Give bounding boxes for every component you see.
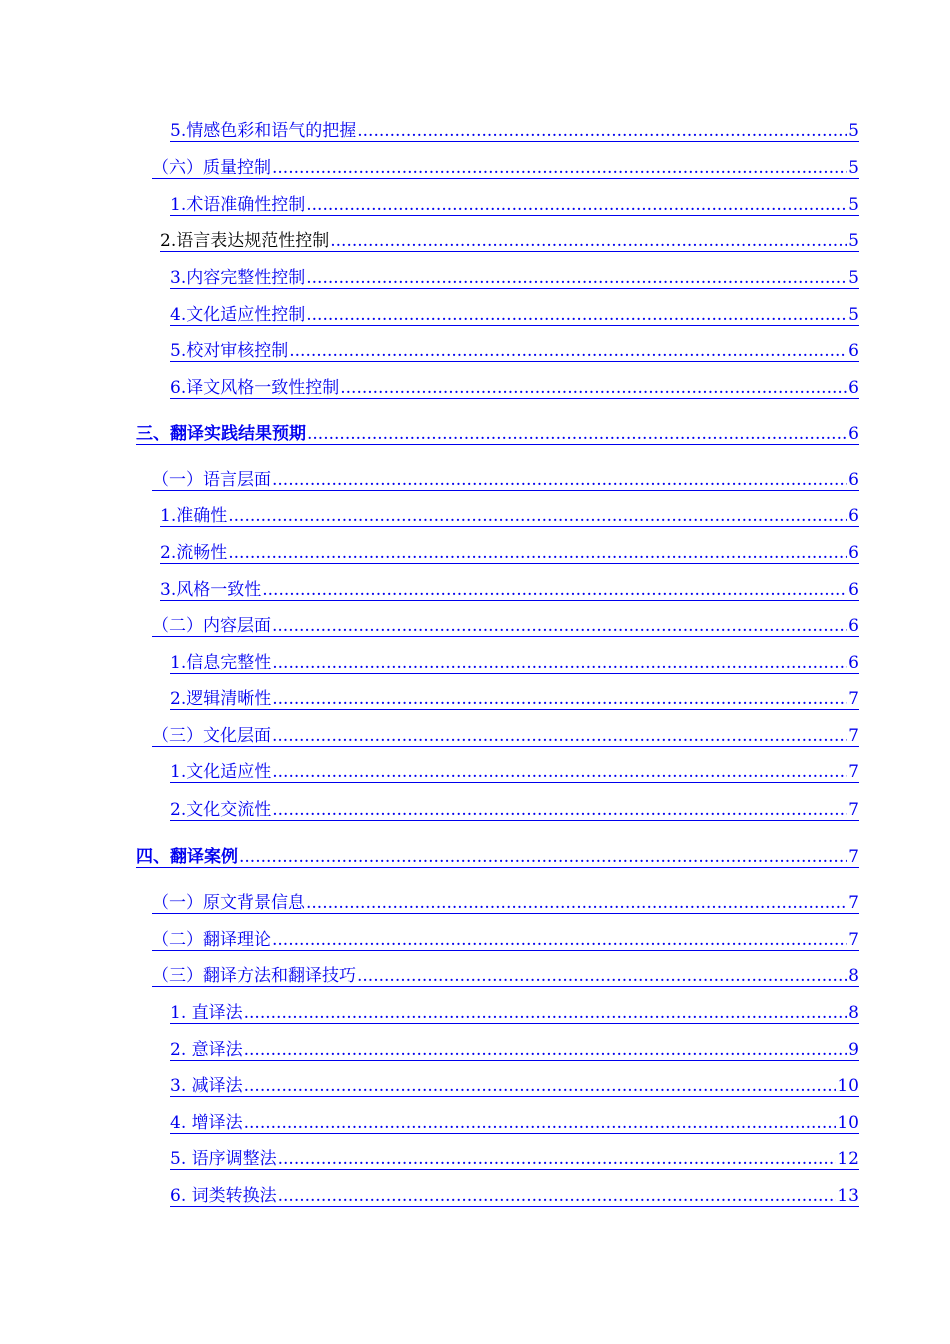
toc-entry[interactable] [160,537,859,564]
toc-entry[interactable] [160,225,859,252]
toc-leader [272,616,847,636]
toc-entry-page: 6 [848,616,859,636]
toc-leader [357,966,847,986]
toc-entry[interactable] [170,1143,859,1170]
toc-entry-page: 10 [837,1113,859,1133]
toc-leader [272,930,847,950]
toc-leader [278,1186,837,1206]
toc-entry-page: 6 [848,378,859,398]
toc-leader [228,506,847,526]
toc-section-heading[interactable] [136,418,859,445]
toc-leader [244,1113,837,1133]
toc-entry-title: 1.术语准确性控制 [170,195,306,215]
toc-leader [340,378,847,398]
toc-entry-title: 三、翻译实践结果预期 [136,424,306,444]
toc-entry-title: （二）翻译理论 [152,930,271,950]
toc-leader [228,543,847,563]
toc-entry-page: 8 [848,966,859,986]
toc-leader [272,158,847,178]
toc-entry-title: 5.情感色彩和语气的把握 [170,121,357,141]
toc-entry[interactable] [170,372,859,399]
toc-entry-title: 2. 意译法 [170,1040,243,1060]
toc-entry-title: 四、翻译案例 [136,847,238,867]
toc-leader [306,195,847,215]
toc-entry[interactable] [152,464,859,491]
toc-entry-title: 2.逻辑清晰性 [170,689,272,709]
toc-entry[interactable] [152,887,859,914]
toc-entry-page: 6 [848,543,859,563]
toc-leader [272,653,847,673]
toc-entry[interactable] [170,756,859,783]
toc-entry-title: 1.信息完整性 [170,653,272,673]
toc-entry-page: 5 [848,268,859,288]
toc-entry[interactable] [160,500,859,527]
toc-leader [272,800,847,820]
toc-leader [244,1076,837,1096]
toc-entry[interactable] [170,997,859,1024]
toc-entry[interactable] [170,647,859,674]
toc-entry-page: 6 [848,424,859,444]
toc-leader [272,689,847,709]
toc-leader [306,268,847,288]
toc-entry-title: 3.风格一致性 [160,580,262,600]
toc-entry-title: 5.校对审核控制 [170,341,289,361]
toc-leader [330,231,847,251]
toc-entry-page: 5 [848,231,859,251]
toc-entry-title: 4. 增译法 [170,1113,243,1133]
toc-entry-title: 2.文化交流性 [170,800,272,820]
toc-entry-page: 5 [848,121,859,141]
toc-entry[interactable] [152,152,859,179]
toc-entry[interactable] [170,115,859,142]
toc-entry-page: 7 [848,800,859,820]
toc-entry-page: 9 [848,1040,859,1060]
toc-entry-page: 6 [848,653,859,673]
toc-entry-title: 1.准确性 [160,506,228,526]
toc-entry[interactable] [160,574,859,601]
toc-entry-page: 7 [848,930,859,950]
toc-leader [239,847,847,867]
toc-entry-title: 1.文化适应性 [170,762,272,782]
toc-entry-page: 8 [848,1003,859,1023]
toc-leader [306,893,847,913]
toc-entry-page: 5 [848,195,859,215]
toc-entry-title: （二）内容层面 [152,616,271,636]
toc-entry[interactable] [170,1180,859,1207]
toc-entry-title: （六）质量控制 [152,158,271,178]
toc-leader [244,1040,848,1060]
toc-entry-title: 3.内容完整性控制 [170,268,306,288]
toc-leader [289,341,847,361]
toc-leader [306,305,847,325]
toc-entry-title: 4.文化适应性控制 [170,305,306,325]
toc-entry-title: （一）原文背景信息 [152,893,305,913]
toc-entry-title: 2.语言表达规范性控制 [160,231,330,251]
toc-entry[interactable] [152,720,859,747]
toc-entry[interactable] [170,683,859,710]
toc-entry[interactable] [152,610,859,637]
toc-leader [307,424,847,444]
toc-entry[interactable] [170,1070,859,1097]
toc-entry[interactable] [152,924,859,951]
toc-section-heading[interactable] [136,841,859,868]
toc-entry-page: 6 [848,341,859,361]
toc-entry-page: 5 [848,305,859,325]
toc-entry-page: 7 [848,726,859,746]
toc-leader [278,1149,837,1169]
toc-entry-title: 6. 词类转换法 [170,1186,277,1206]
toc-entry-page: 13 [837,1186,859,1206]
toc-entry-page: 6 [848,580,859,600]
toc-leader [262,580,847,600]
toc-entry[interactable] [170,299,859,326]
toc-entry-title: （三）文化层面 [152,726,271,746]
toc-entry-page: 5 [848,158,859,178]
toc-entry-page: 7 [848,689,859,709]
toc-entry-page: 7 [848,893,859,913]
toc-entry-title: 3. 减译法 [170,1076,243,1096]
toc-entry-title: 6.译文风格一致性控制 [170,378,340,398]
toc-entry-title: 2.流畅性 [160,543,228,563]
toc-entry-page: 12 [837,1149,859,1169]
toc-leader [272,470,847,490]
toc-entry-title: 1. 直译法 [170,1003,243,1023]
toc-entry-title: （一）语言层面 [152,470,271,490]
toc-entry-page: 10 [837,1076,859,1096]
toc-entry-title: 5. 语序调整法 [170,1149,277,1169]
toc-entry[interactable] [170,262,859,289]
toc-entry-title: （三）翻译方法和翻译技巧 [152,966,356,986]
toc-entry[interactable] [170,1034,859,1061]
toc-entry[interactable] [152,960,859,987]
toc-leader [272,726,847,746]
toc-entry-page: 6 [848,470,859,490]
toc-entry-page: 7 [848,847,859,867]
toc-entry[interactable] [170,794,859,821]
toc-entry-page: 7 [848,762,859,782]
toc-entry[interactable] [170,1107,859,1134]
toc-entry-page: 6 [848,506,859,526]
toc-leader [272,762,847,782]
toc-leader [357,121,847,141]
toc-leader [244,1003,848,1023]
toc-entry[interactable] [170,335,859,362]
toc-entry[interactable] [170,189,859,216]
